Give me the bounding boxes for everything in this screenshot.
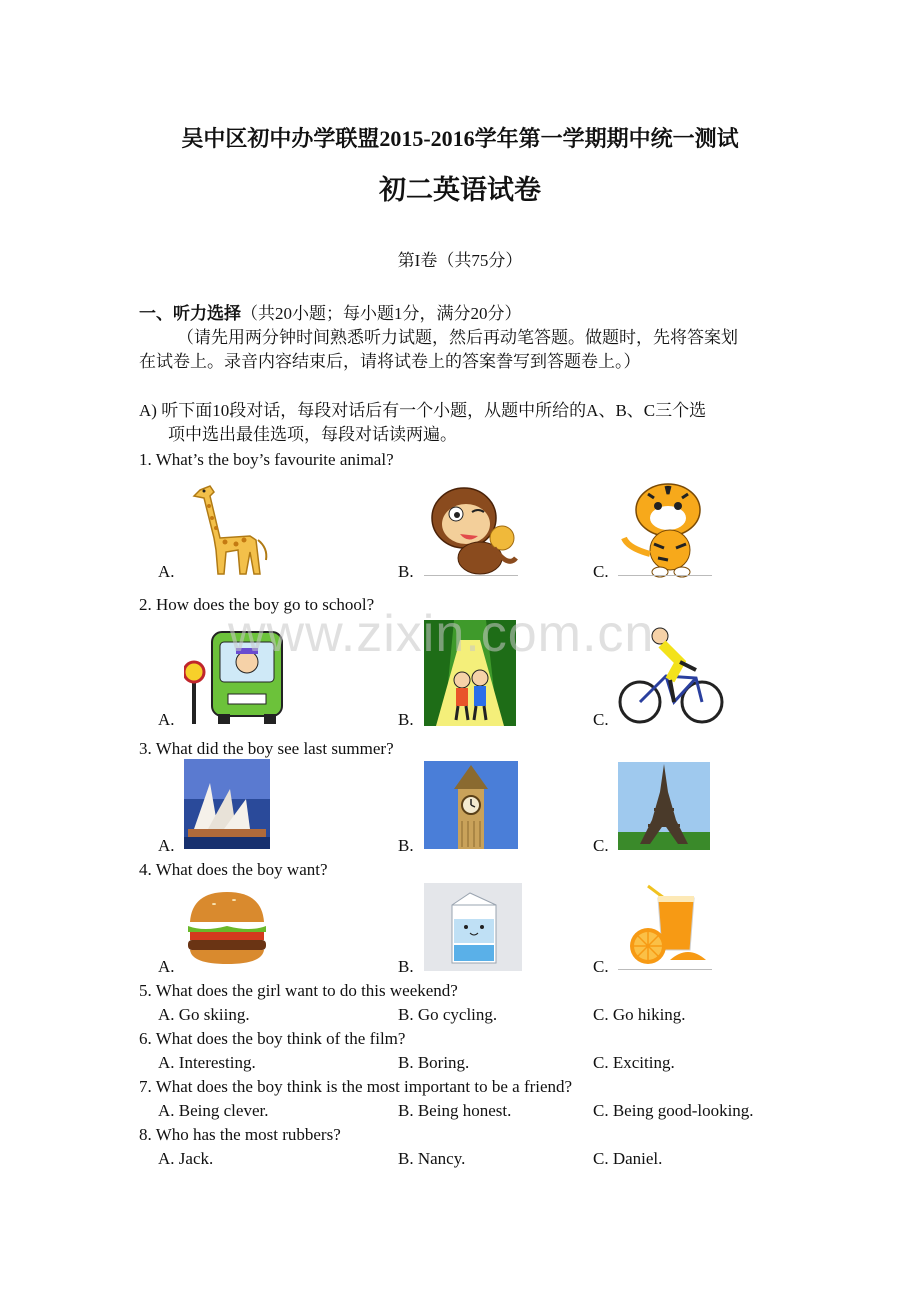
q7-option-a: A. Being clever.	[158, 1101, 269, 1120]
q8-option-a: A. Jack.	[158, 1149, 214, 1168]
q1-option-a-label: A.	[158, 562, 175, 581]
part-a-instruction-line1: A) 听下面10段对话，每段对话后有一个小题，从题中所给的A、B、C三个选	[139, 401, 707, 420]
q5-option-c: C. Go hiking.	[593, 1005, 686, 1024]
question-1: 1. What’s the boy’s favourite animal?	[139, 450, 394, 469]
image-baseline	[424, 575, 518, 576]
section-heading	[139, 302, 522, 326]
big-ben-icon	[424, 761, 518, 849]
q3-option-c-label: C.	[593, 836, 609, 855]
eiffel-tower-icon	[618, 762, 710, 850]
exam-header-line1: 吴中区初中办学联盟2015-2016学年第一学期期中统一测试	[181, 126, 739, 151]
hamburger-icon	[184, 884, 270, 970]
q1-option-c-label: C.	[593, 562, 609, 581]
part-a-instruction-line2: 项中选出最佳选项，每段对话读两遍。	[168, 425, 457, 444]
tiger-icon	[618, 478, 712, 578]
image-baseline	[618, 575, 712, 576]
q2-option-b-label: B.	[398, 710, 414, 729]
q3-option-a-label: A.	[158, 836, 175, 855]
sydney-opera-house-icon	[184, 759, 270, 849]
orange-juice-icon	[618, 884, 712, 970]
question-2: 2. How does the boy go to school?	[139, 595, 375, 614]
question-5: 5. What does the girl want to do this weekend?	[139, 981, 458, 1000]
q4-option-a-label: A.	[158, 957, 175, 976]
q8-option-b: B. Nancy.	[398, 1149, 466, 1168]
q3-option-b-label: B.	[398, 836, 414, 855]
image-baseline	[618, 969, 712, 970]
section-heading-bold: 一、听力选择	[139, 304, 241, 323]
section-note-line2: 在试卷上。录音内容结束后，请将试卷上的答案誊写到答题卷上。）	[139, 352, 641, 371]
q5-option-a: A. Go skiing.	[158, 1005, 250, 1024]
q4-option-c-label: C.	[593, 957, 609, 976]
question-7: 7. What does the boy think is the most important to be a friend?	[139, 1077, 573, 1096]
section-heading-rest: （共20小题；每小题1分，满分20分）	[241, 304, 522, 323]
section-note-line1: （请先用两分钟时间熟悉听力试题，然后再动笔答题。做题时，先将答案划	[177, 328, 738, 347]
q7-option-c: C. Being good-looking.	[593, 1101, 754, 1120]
q7-option-b: B. Being honest.	[398, 1101, 512, 1120]
question-8: 8. Who has the most rubbers?	[139, 1125, 341, 1144]
q8-option-c: C. Daniel.	[593, 1149, 663, 1168]
question-4: 4. What does the boy want?	[139, 860, 328, 879]
part-label: 第I卷（共75分）	[397, 251, 523, 270]
giraffe-icon	[180, 478, 274, 578]
q6-option-a: A. Interesting.	[158, 1053, 256, 1072]
milk-carton-icon	[424, 883, 522, 971]
q6-option-c: C. Exciting.	[593, 1053, 675, 1072]
question-3: 3. What did the boy see last summer?	[139, 739, 394, 758]
exam-title: 初二英语试卷	[379, 175, 541, 205]
monkey-icon	[424, 478, 520, 578]
watermark: www.zixin.com.cn	[228, 605, 655, 663]
question-6: 6. What does the boy think of the film?	[139, 1029, 406, 1048]
q1-option-b-label: B.	[398, 562, 414, 581]
q4-option-b-label: B.	[398, 957, 414, 976]
q5-option-b: B. Go cycling.	[398, 1005, 498, 1024]
q2-option-c-label: C.	[593, 710, 609, 729]
q2-option-a-label: A.	[158, 710, 175, 729]
q6-option-b: B. Boring.	[398, 1053, 470, 1072]
